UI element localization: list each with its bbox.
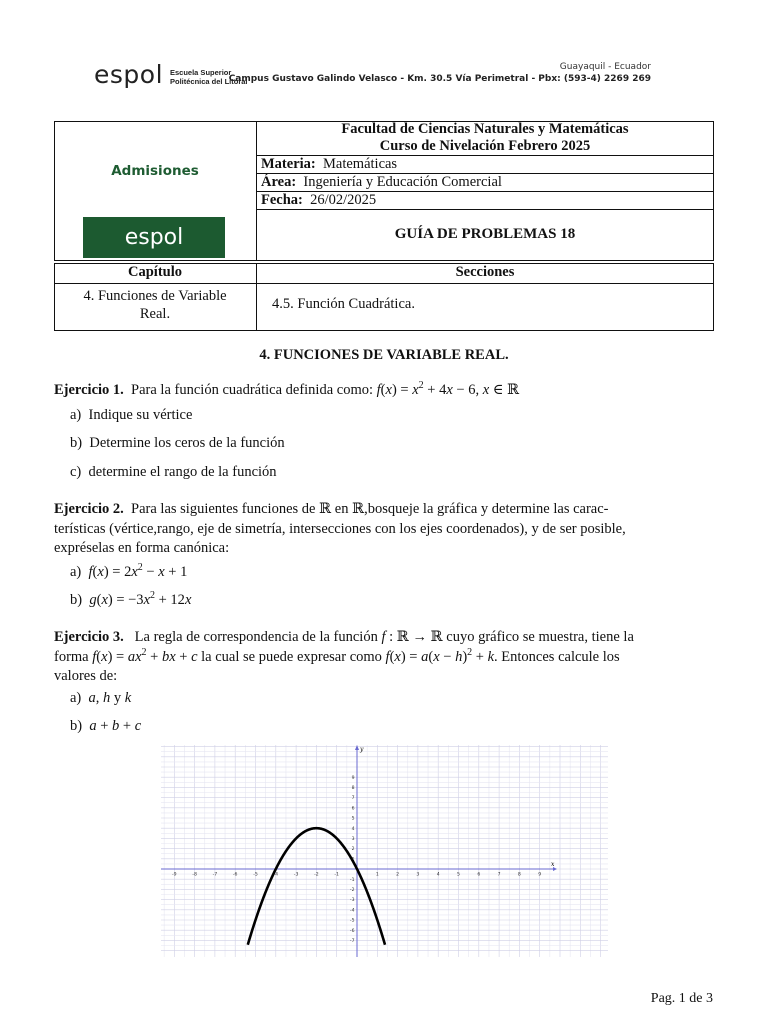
x-tick-label: -1 (334, 872, 339, 878)
rule-4 (256, 209, 714, 210)
exercise-2-formula-a: $f(x) = 2x^2 - x + 1$ (88, 562, 188, 580)
parabola-graph (161, 745, 608, 957)
x-tick-label: 8 (517, 872, 521, 878)
exercise-1-text: Para la función cuadrática definida como: (131, 382, 374, 398)
admisiones-label: Admisiones (111, 163, 199, 179)
exercise-1-statement: Ejercicio 1. Para la función cuadrática definida como: $f(x) = x^2 + 4x - 6$, x ∈ ℝ (54, 380, 520, 398)
header-address-block (229, 61, 651, 85)
chapter-name-line-1: 4. Funciones de Variable (83, 288, 227, 304)
y-tick-label: 7 (351, 796, 355, 802)
item-marker: a) (70, 690, 82, 706)
x-tick-label: 5 (457, 872, 460, 878)
exercise-3-text-e: . Entonces calcule los (494, 648, 620, 665)
faculty-name: Facultad de Ciencias Naturales y Matemáticas (341, 121, 629, 137)
fecha-label: Fecha: (261, 192, 303, 208)
x-tick-label: -5 (253, 872, 258, 878)
exercise-3-text-f: valores de: (54, 668, 118, 684)
fecha-value: 26/02/2025 (310, 192, 377, 208)
exercise-3-text-b: cuyo gráfico se muestra, tiene la (446, 629, 634, 645)
exercise-3-item-b: b) a + b + c (70, 718, 142, 734)
exercise-2-line-3: expréselas en forma canónica: (54, 540, 230, 556)
exercise-2-line-1: Para las siguientes funciones de ℝ en ℝ,bosqueje la gráfica y determine las carac- (131, 501, 609, 517)
exercise-1-formula: f (376, 382, 381, 398)
x-tick-label: 6 (477, 872, 481, 878)
exercise-2-line-2: terísticas (vértice,rango, eje de simetría, intersecciones con los ejes coordenados), y de ser posible, (54, 520, 626, 537)
x-tick-label: 4 (436, 872, 440, 878)
logo-line-1: Escuela Superior (170, 68, 232, 77)
exercise-1-item-b (70, 435, 285, 452)
y-tick-label: -4 (349, 908, 355, 914)
x-tick-label: 9 (538, 872, 542, 878)
x-tick-label: -9 (172, 872, 177, 878)
y-tick-label: 2 (351, 847, 355, 853)
x-tick-label: -4 (273, 872, 279, 878)
x-tick-label: -8 (192, 872, 197, 878)
y-tick-label: 9 (351, 775, 355, 781)
logo-line-2: Politécnica del Litoral (170, 77, 248, 86)
exercise-3-text-a: La regla de correspondencia de la función (134, 629, 378, 645)
page-number: Pag. 1 de 3 (650, 991, 713, 1006)
exercise-3-text-c: forma (54, 648, 89, 665)
x-tick-label: -2 (314, 872, 319, 878)
y-tick-label: 4 (351, 826, 355, 832)
exercise-3-statement: Ejercicio 3. La regla de correspondencia de la función f : ℝ → ℝ cuyo gráfico se muestra, tiene la forma $f(x) = ax^2$ + bx + c la cual se puede expresar como $f(x) = a(x - h)^2 + k$. Entonces calcule los valores de: (54, 628, 714, 687)
y-tick-label: -3 (349, 898, 355, 904)
item-marker: b) (70, 718, 83, 734)
materia-label: Materia: (261, 156, 316, 172)
item-marker: b) (70, 592, 83, 608)
exercise-2-item-a (70, 564, 187, 581)
logo-word: espol (94, 60, 164, 89)
exercise-2-label: Ejercicio 2. (54, 501, 124, 517)
x-tick-label: 2 (396, 872, 400, 878)
item-marker: c) (70, 464, 82, 480)
materia-row (261, 156, 397, 173)
item-marker: b) (70, 435, 83, 451)
espol-badge-logo: espol (83, 217, 225, 258)
x-tick-label: 7 (497, 872, 501, 878)
x-tick-label: 1 (375, 872, 379, 878)
x-tick-label: -6 (232, 872, 238, 878)
x-tick-label: 3 (416, 872, 420, 878)
y-tick-label: 3 (351, 837, 355, 842)
exercise-2-formula-b: $g(x) = -3x^2 + 12x$ (89, 590, 192, 608)
y-axis-arrow (355, 745, 359, 750)
y-tick-label: 1 (351, 857, 355, 863)
y-tick-label: -5 (349, 918, 355, 924)
x-axis-name: x (551, 861, 555, 868)
exercise-1-label: Ejercicio 1. (54, 382, 124, 398)
y-axis-name: y (360, 746, 364, 753)
area-row (261, 174, 502, 191)
item-text: Indique su vértice (88, 407, 193, 423)
section-name: 4.5. Función Cuadrática. (272, 296, 415, 312)
chapter-column-header: Capítulo (128, 264, 182, 280)
x-tick-label: -7 (212, 872, 218, 878)
y-tick-label: -6 (349, 928, 355, 934)
y-tick-label: 8 (351, 786, 355, 791)
y-tick-label: -1 (349, 877, 355, 883)
area-label: Área: (261, 174, 297, 190)
guide-title: GUÍA DE PROBLEMAS 18 (394, 226, 576, 242)
chapter-name-line-2: Real. (139, 306, 171, 322)
conjunction: y (113, 690, 122, 706)
y-tick-label: 5 (351, 816, 355, 822)
fecha-row (261, 192, 376, 209)
exercise-2-item-b (70, 592, 191, 609)
exercise-2-statement (54, 500, 714, 559)
x-tick-label: -3 (293, 872, 299, 878)
header-city: Guayaquil - Ecuador (559, 62, 651, 72)
item-text: Determine los ceros de la función (89, 435, 285, 451)
y-tick-label: 6 (351, 806, 355, 812)
header-address: Campus Gustavo Galindo Velasco - Km. 30.5 Vía Perimetral - Pbx: (593-4) 2269 269 (228, 74, 651, 84)
exercise-3-item-a: a) a, h y k (70, 690, 132, 706)
exercise-3-text-d: la cual se puede expresar como (201, 648, 382, 665)
materia-value: Matemáticas (323, 156, 398, 172)
sections-column-header: Secciones (455, 264, 515, 280)
section-title: 4. FUNCIONES DE VARIABLE REAL. (259, 347, 509, 363)
course-name: Curso de Nivelación Febrero 2025 (379, 138, 591, 154)
exercise-1-item-c (70, 464, 277, 481)
item-text: determine el rango de la función (88, 464, 277, 480)
y-tick-label: -2 (349, 888, 355, 893)
item-marker: a) (70, 407, 82, 423)
y-tick-label: -7 (349, 939, 355, 944)
item-marker: a) (70, 564, 82, 580)
exercise-1-item-a (70, 407, 192, 424)
chapter-table-header-rule (54, 283, 714, 284)
area-value: Ingeniería y Educación Comercial (303, 174, 502, 190)
exercise-3-label: Ejercicio 3. (54, 629, 124, 645)
graph-grid (161, 745, 608, 957)
